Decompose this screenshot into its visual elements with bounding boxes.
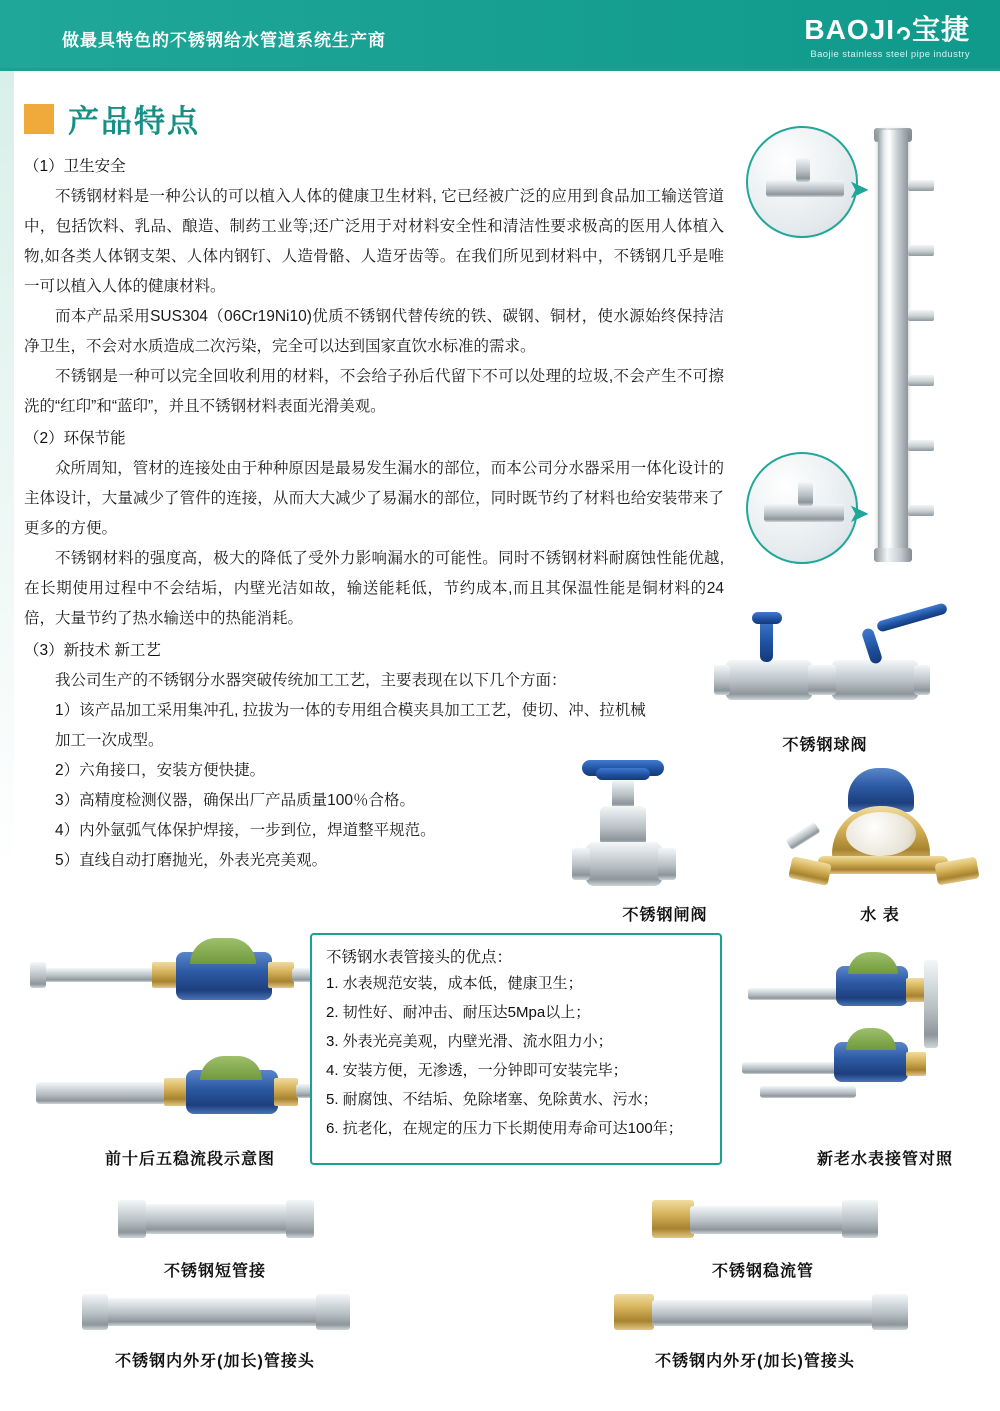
long-nipple-left-thread (316, 1294, 350, 1330)
caption-ball-valve: 不锈钢球阀 (782, 737, 868, 754)
left-edge-decoration (0, 71, 14, 1411)
manifold-bottom-cap (874, 548, 912, 562)
detail-closeup-bottom (746, 452, 858, 564)
long-nipple-left-end (82, 1294, 108, 1330)
long-nipple-left-body (88, 1298, 338, 1326)
heading-3: （3）新技术 新工艺 (24, 642, 161, 659)
flow-upstream-end (30, 962, 46, 988)
long-nipple-right-body (652, 1300, 882, 1326)
caption-flow-diagram: 前十后五稳流段示意图 (104, 1151, 275, 1168)
compare-vertical-pipe (924, 960, 938, 1048)
list-item: 3）高精度检测仪器，确保出厂产品质量100％合格。 (55, 792, 415, 809)
ball-valve-port-left2 (820, 665, 836, 695)
manifold-branch (908, 310, 934, 321)
compare-upper-pipe (748, 988, 840, 1000)
gate-valve-bonnet (600, 806, 646, 846)
manifold-branch (908, 440, 934, 451)
manifold-branch (908, 245, 934, 256)
flow-upper-nut-right (268, 962, 294, 988)
section-title (24, 96, 200, 141)
paragraph-4: 众所周知，管材的连接处由于种种原因是最易发生漏水的部位，而本公司分水器采用一体化设计的主体设计，大量减少了管件的连接，从而大大减少了易漏水的部位，同时既节约了材料也给安装带来了更多的方便。 (24, 460, 724, 537)
heading-1: （1）卫生安全 (24, 158, 126, 175)
advantage-item: 1. 水表规范安装，成本低，健康卫生； (326, 975, 583, 992)
paragraph-3: 不锈钢是一种可以完全回收利用的材料，不会给子孙后代留下不可以处理的垃圾,不会产生不可擦洗的“红印”和“蓝印”，并且不锈钢材料表面光滑美观。 (24, 368, 724, 415)
stabilizer-brass-nut (652, 1200, 694, 1238)
advantage-item: 6. 抗老化，在规定的压力下长期使用寿命可达100年； (326, 1120, 683, 1137)
manifold-branch (908, 180, 934, 191)
stabilizer-thread-right (842, 1200, 878, 1238)
flow-upstream-pipe (34, 968, 154, 982)
caption-stabilizer-pipe: 不锈钢稳流管 (711, 1263, 814, 1280)
compare-bottom-pipe (760, 1086, 856, 1098)
paragraph-1: 不锈钢材料是一种公认的可以植入人体的健康卫生材料, 它已经被广泛的应用到食品加工输送管道中，包括饮料、乳品、酿造、制药工业等;还广泛用于对材料安全性和清洁性要求极高的医用人体植入物,如各类人体钢支架、人体内钢钉、人造骨骼、人造牙齿等。在我们所见到材料中，不锈钢几乎是唯一可以植入人体的健康材料。 (24, 188, 724, 295)
caption-water-meter: 水 表 (860, 907, 900, 924)
caption-gate-valve: 不锈钢闸阀 (622, 907, 708, 924)
closeup-pipe (766, 180, 844, 197)
page-header (0, 0, 1000, 68)
short-nipple-thread-left (118, 1200, 146, 1238)
paragraph-6: 我公司生产的不锈钢分水器突破传统加工工艺，主要表现在以下几个方面： (55, 672, 567, 689)
flow-lower-nut-left (164, 1078, 188, 1106)
logo-subtitle: Baojie stainless steel pipe industry (810, 49, 970, 60)
closeup-branch (796, 158, 810, 182)
closeup-pipe (764, 504, 844, 522)
logo-main-text (804, 16, 970, 44)
manifold-body (878, 130, 908, 555)
list-item: 1）该产品加工采用集冲孔, 拉拔为一体的专用组合模夹具加工工艺，使切、冲、拉机械 (55, 702, 646, 719)
ball-valve-handle-grip-left (752, 612, 782, 624)
list-item: 2）六角接口，安装方便快捷。 (55, 762, 266, 779)
ball-valve-body-right (832, 660, 918, 700)
meter-base (818, 856, 948, 874)
flow-upper-nut-left (152, 962, 178, 988)
header-slogan: 做最具特色的不锈钢给水管道系统生产商 (62, 31, 386, 50)
gate-valve-handwheel-inner (596, 768, 650, 780)
advantage-item: 4. 安装方便，无渗透，一分钟即可安装完毕； (326, 1062, 628, 1079)
caption-short-nipple: 不锈钢短管接 (163, 1263, 266, 1280)
detail-closeup-top (746, 126, 858, 238)
logo-mark-icon (894, 24, 912, 42)
closeup-branch (798, 482, 813, 506)
flow-lower-stabilizer (36, 1082, 166, 1104)
caption-meter-compare: 新老水表接管对照 (816, 1151, 953, 1168)
logo-brand-cn: 宝捷 (911, 14, 970, 45)
short-nipple-body (124, 1204, 308, 1234)
ball-valve-handle-left (760, 618, 773, 662)
stabilizer-body (690, 1206, 850, 1234)
list-item: 5）直线自动打磨抛光，外表光亮美观。 (55, 852, 328, 869)
paragraph-5: 不锈钢材料的强度高，极大的降低了受外力影响漏水的可能性。同时不锈钢材料耐腐蚀性能优越,在长期使用过程中不会结垢，内壁光洁如故，输送能耗低，节约成本,而且其保温性能是铜材料的24倍，大量节约了热水输送中的热能消耗。 (24, 550, 724, 627)
gate-valve-body (586, 842, 662, 886)
list-item: 加工一次成型。 (55, 732, 164, 749)
logo-brand-latin: BAOJI (804, 14, 895, 45)
gate-valve-stem (612, 780, 634, 808)
caption-long-nipple-right: 不锈钢内外牙(加长)管接头 (655, 1353, 855, 1370)
compare-lower-nut (906, 1052, 926, 1076)
gate-valve-port-right (658, 848, 676, 880)
manifold-branch (908, 505, 934, 516)
advantages-box (310, 933, 722, 1165)
pointer-arrow-icon: ➤ (848, 498, 870, 528)
flow-lower-nut-right (274, 1078, 298, 1106)
section-title-text: 产品特点 (68, 104, 200, 139)
list-item: 4）内外氩弧气体保护焊接，一步到位，焊道整平规范。 (55, 822, 436, 839)
heading-2: （2）环保节能 (24, 430, 126, 447)
advantage-item: 5. 耐腐蚀、不结垢、免除堵塞、免除黄水、污水； (326, 1091, 658, 1108)
company-logo (804, 16, 970, 60)
paragraph-2: 而本产品采用SUS304（06Cr19Ni10)优质不锈钢代替传统的铁、碳钢、铜材，使水源始终保持洁净卫生，不会对水质造成二次污染，完全可以达到国家直饮水标准的需求。 (24, 308, 724, 355)
ball-valve-port-left (714, 665, 730, 695)
gate-valve-port-left (572, 848, 590, 880)
meter-dial (846, 812, 916, 856)
long-nipple-right-brass-nut (614, 1294, 654, 1330)
long-nipple-right-thread (872, 1294, 908, 1330)
manifold-branch (908, 375, 934, 386)
short-nipple-thread-right (286, 1200, 314, 1238)
ball-valve-body-left (726, 660, 812, 700)
compare-lower-pipe (742, 1062, 838, 1074)
caption-long-nipple-left: 不锈钢内外牙(加长)管接头 (115, 1353, 315, 1370)
advantages-title: 不锈钢水表管接头的优点： (326, 949, 513, 966)
advantage-item: 3. 外表光亮美观，内壁光滑、流水阻力小； (326, 1033, 613, 1050)
compare-upper-nut (906, 978, 926, 1002)
advantage-item: 2. 韧性好、耐冲击、耐压达5Mpa以上； (326, 1004, 591, 1021)
pointer-arrow-icon: ➤ (848, 174, 870, 204)
ball-valve-port-right2 (914, 665, 930, 695)
section-square-icon (24, 104, 54, 134)
